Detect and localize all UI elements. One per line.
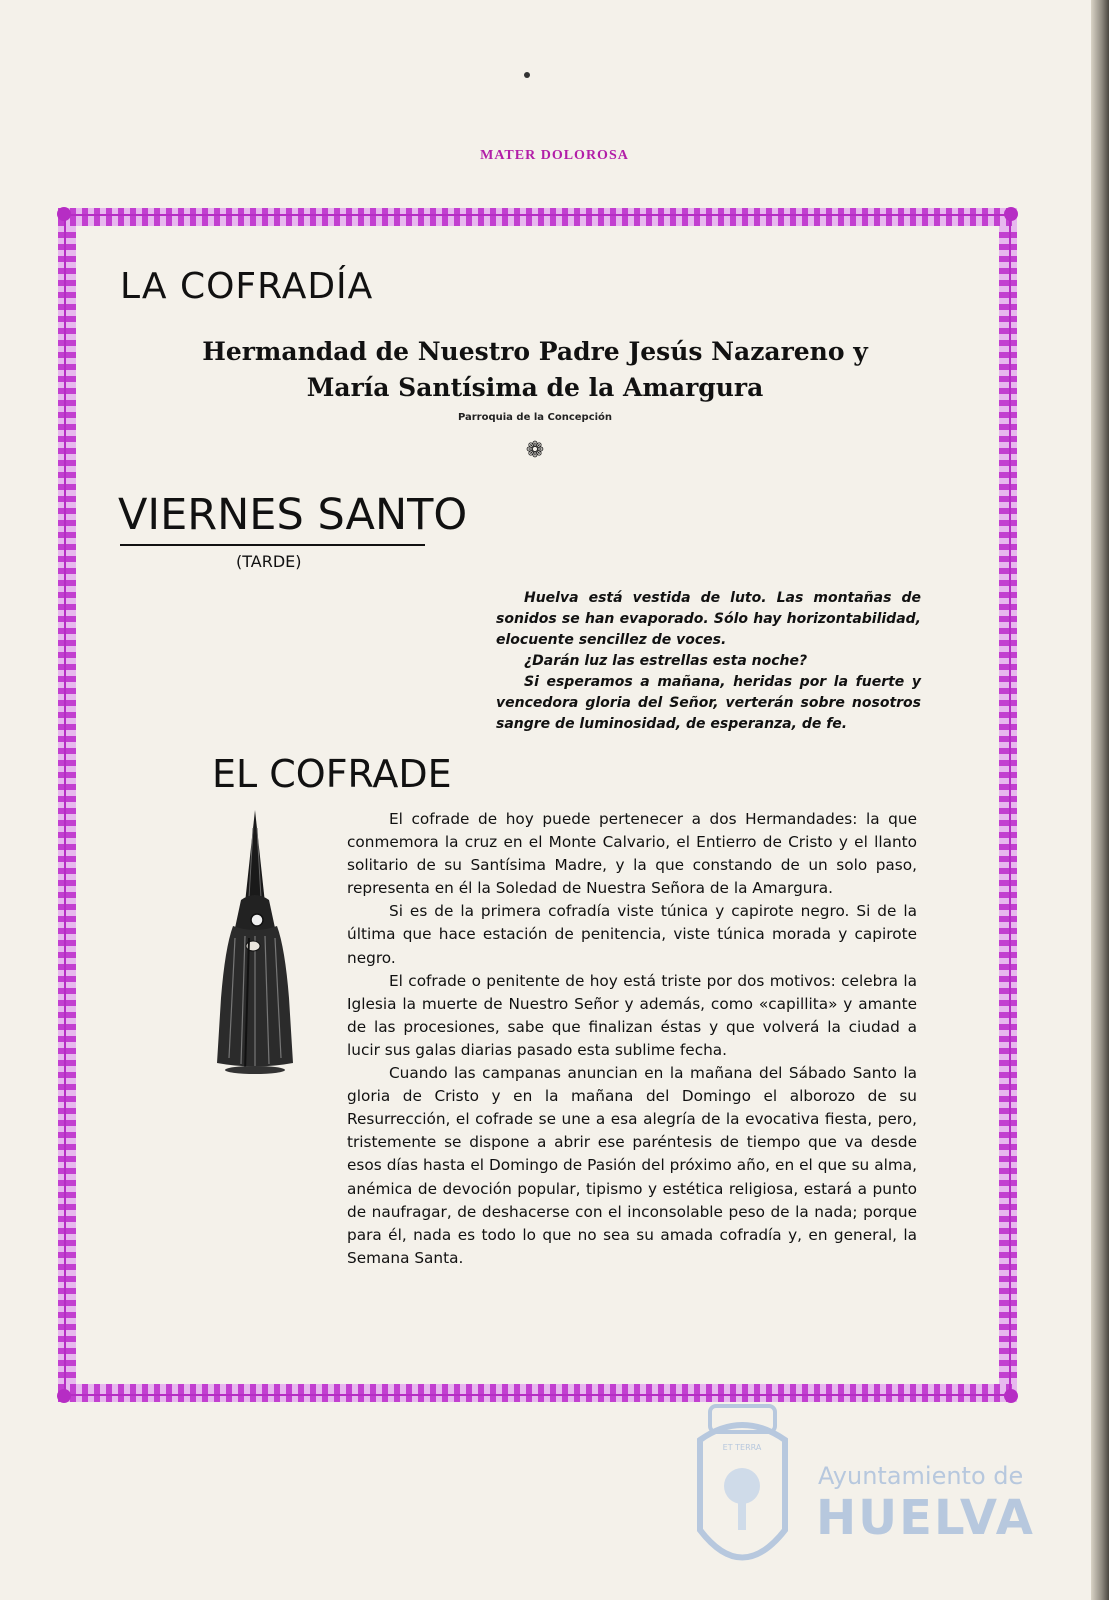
nazareno-penitent-illustration — [205, 808, 305, 1078]
article-paragraph: El cofrade o penitente de hoy está triste por dos motivos: celebra la Iglesia la muerte de Nuestro Señor y además, como «capillita» y amante de las procesiones, sabe que finalizan éstas y que volverá la ciudad a lucir sus galas diarias pasado esta sublime fecha. — [347, 971, 917, 1059]
day-title: VIERNES SANTO — [118, 490, 468, 540]
quote-paragraph: ¿Darán luz las estrellas esta noche? — [524, 653, 808, 669]
article-heading: EL COFRADE — [212, 752, 452, 796]
quote-paragraph: Huelva está vestida de luto. Las montañas de sonidos se han evaporado. Sólo hay horizontabilidad, elocuente sencillez de voces. — [496, 590, 921, 648]
section-heading: LA COFRADÍA — [120, 266, 374, 307]
page-header: MATER DOLOROSA — [480, 148, 629, 163]
hermandad-title — [180, 334, 890, 406]
ink-dot — [524, 72, 530, 78]
flower-ornament-icon: ❁ — [525, 437, 545, 462]
intro-quote — [496, 588, 921, 735]
parroquia-label: Parroquia de la Concepción — [457, 412, 613, 423]
day-subtitle: (TARDE) — [236, 552, 302, 571]
quote-paragraph: Si esperamos a mañana, heridas por la fuerte y vencedora gloria del Señor, verterán sobre nosotros sangre de luminosidad, de esperanza, de fe. — [496, 674, 921, 732]
watermark-line-2: HUELVA — [816, 1490, 1035, 1546]
article-body — [347, 808, 917, 1270]
watermark-line-1: Ayuntamiento de — [818, 1462, 1024, 1490]
title-underline — [120, 544, 425, 546]
hermandad-line-1: Hermandad de Nuestro Padre Jesús Nazareno y — [202, 337, 868, 366]
page-edge — [1091, 0, 1109, 1600]
article-paragraph: Si es de la primera cofradía viste túnica y capirote negro. Si de la última que hace estación de penitencia, viste túnica morada y capirote negro. — [347, 902, 917, 967]
shield-motto-top: ET TERRA — [722, 1443, 762, 1452]
article-paragraph: El cofrade de hoy puede pertenecer a dos Hermandades: la que conmemora la cruz en el Monte Calvario, el Entierro de Cristo y el llanto solitario de su Santísima Madre, y la que constando de un solo paso, representa en él la Soledad de Nuestra Señora de la Amargura. — [347, 810, 917, 898]
hermandad-line-2: María Santísima de la Amargura — [306, 373, 764, 402]
article-paragraph: Cuando las campanas anuncian en la mañana del Sábado Santo la gloria de Cristo y en la mañana del Domingo el alborozo de su Resurrección, el cofrade se une a esa alegría de la evocativa fiesta, pero, tristemente se dispone a abrir ese paréntesis de tiempo que va desde esos días hasta el Domingo de Pasión del próximo año, en el que su alma, anémica de devoción popular, tipismo y estética religiosa, estará a punto de naufragar, de deshacerse con el inconsolable peso de la nada; porque para él, nada es todo lo que no sea su amada cofradía y, en general, la Semana Santa. — [347, 1064, 917, 1267]
city-shield-watermark-icon — [680, 1400, 805, 1590]
